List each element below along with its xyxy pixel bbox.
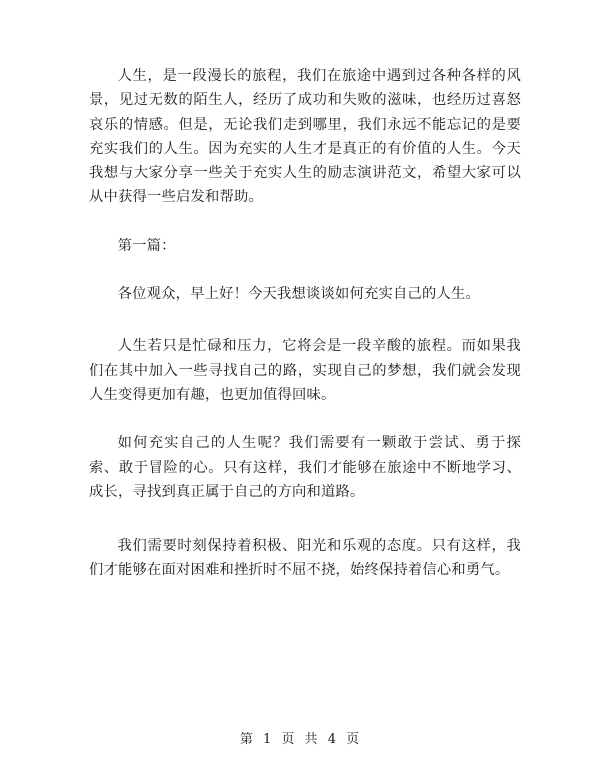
body-paragraph-2: 如何充实自己的人生呢？我们需要有一颗敢于尝试、勇于探索、敢于冒险的心。只有这样，我们才能够在旅途中不断地学习、成长，寻找到真正属于自己的方向和道路。 xyxy=(89,435,521,500)
body-paragraph-1: 人生若只是忙碌和压力，它将会是一段辛酸的旅程。而如果我们在其中加入一些寻找自己的路，实现自己的梦想，我们就会发现人生变得更加有趣，也更加值得回味。 xyxy=(89,338,521,403)
body-paragraph-3: 我们需要时刻保持着积极、阳光和乐观的态度。只有这样，我们才能够在面对困难和挫折时不屈不挠，始终保持着信心和勇气。 xyxy=(89,538,521,579)
intro-paragraph: 人生，是一段漫长的旅程，我们在旅途中遇到过各种各样的风景，见过无数的陌生人，经历了成功和失败的滋味，也经历过喜怒哀乐的情感。但是，无论我们走到哪里，我们永远不能忘记的是要充实我们的人生。因为充实的人生才是真正的有价值的人生。今天我想与大家分享一些关于充实人生的励志演讲范文，希望大家可以从中获得一些启发和帮助。 xyxy=(89,68,521,206)
document-body xyxy=(89,64,521,583)
page-number-footer: 第 1 页 共 4 页 xyxy=(239,732,361,747)
greeting-paragraph: 各位观众，早上好！今天我想谈谈如何充实自己的人生。 xyxy=(117,286,481,303)
section-heading: 第一篇： xyxy=(117,237,176,254)
